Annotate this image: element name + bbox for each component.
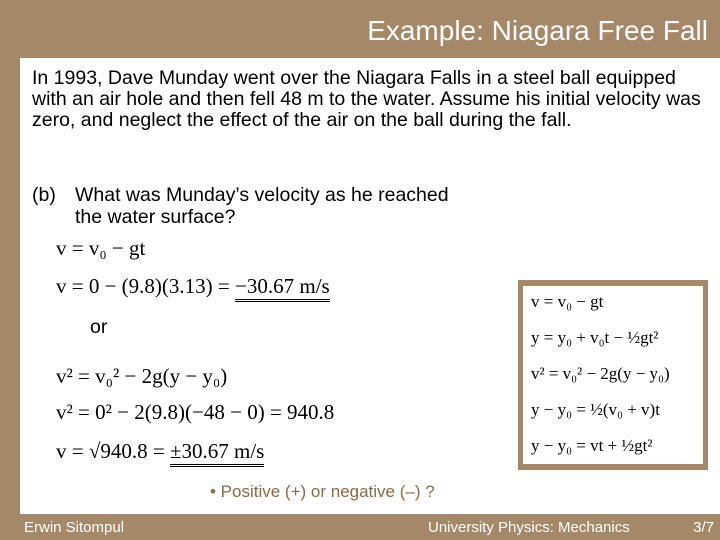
or-label: or xyxy=(90,316,108,338)
kinematics-eq2: y = y₀ + v₀t − ½gt² xyxy=(531,328,659,347)
slide-content xyxy=(20,58,720,514)
kinematics-eq5: y − y₀ = vt + ½gt² xyxy=(531,436,653,455)
question-label: (b) xyxy=(32,184,56,206)
title-bar xyxy=(0,0,720,58)
question-text: What was Munday’s velocity as he reached the water surface? xyxy=(75,184,449,228)
solution2-result: ±30.67 m/s xyxy=(170,439,264,467)
solution2-eq3 xyxy=(56,439,264,464)
solution1-eq1: v = v₀ − gt xyxy=(56,236,146,260)
kinematics-equations-box xyxy=(518,280,708,470)
solution1-eq2-lhs: v = 0 − (9.8)(3.13) = xyxy=(56,274,236,298)
kinematics-equations-inner xyxy=(523,286,703,464)
kinematics-eq1: v = v₀ − gt xyxy=(531,292,604,311)
solution2-eq1: v² = v₀² − 2g(y − y₀) xyxy=(56,364,228,388)
footer-course: University Physics: Mechanics xyxy=(428,519,630,536)
sign-note: • Positive (+) or negative (–) ? xyxy=(210,482,435,501)
footer-page-number: 3/7 xyxy=(693,519,714,536)
solution1-result: −30.67 m/s xyxy=(235,274,330,302)
footer-author: Erwin Sitompul xyxy=(24,519,125,536)
solution1-eq2 xyxy=(56,274,330,299)
kinematics-eq4: y − y₀ = ½(v₀ + v)t xyxy=(531,400,660,419)
intro-paragraph: In 1993, Dave Munday went over the Niagara Falls in a steel ball equipped with an air hole and then fell 48 m to the water. Assume his initial velocity was zero, and neglect the effect of the air on the ball during the fall. xyxy=(32,67,701,131)
kinematics-eq3: v² = v₀² − 2g(y − y₀) xyxy=(531,364,670,383)
solution2-eq3-lhs: v = √940.8 = xyxy=(56,439,170,463)
solution2-eq2: v² = 0² − 2(9.8)(−48 − 0) = 940.8 xyxy=(56,400,335,424)
slide-title: Example: Niagara Free Fall xyxy=(367,15,708,46)
